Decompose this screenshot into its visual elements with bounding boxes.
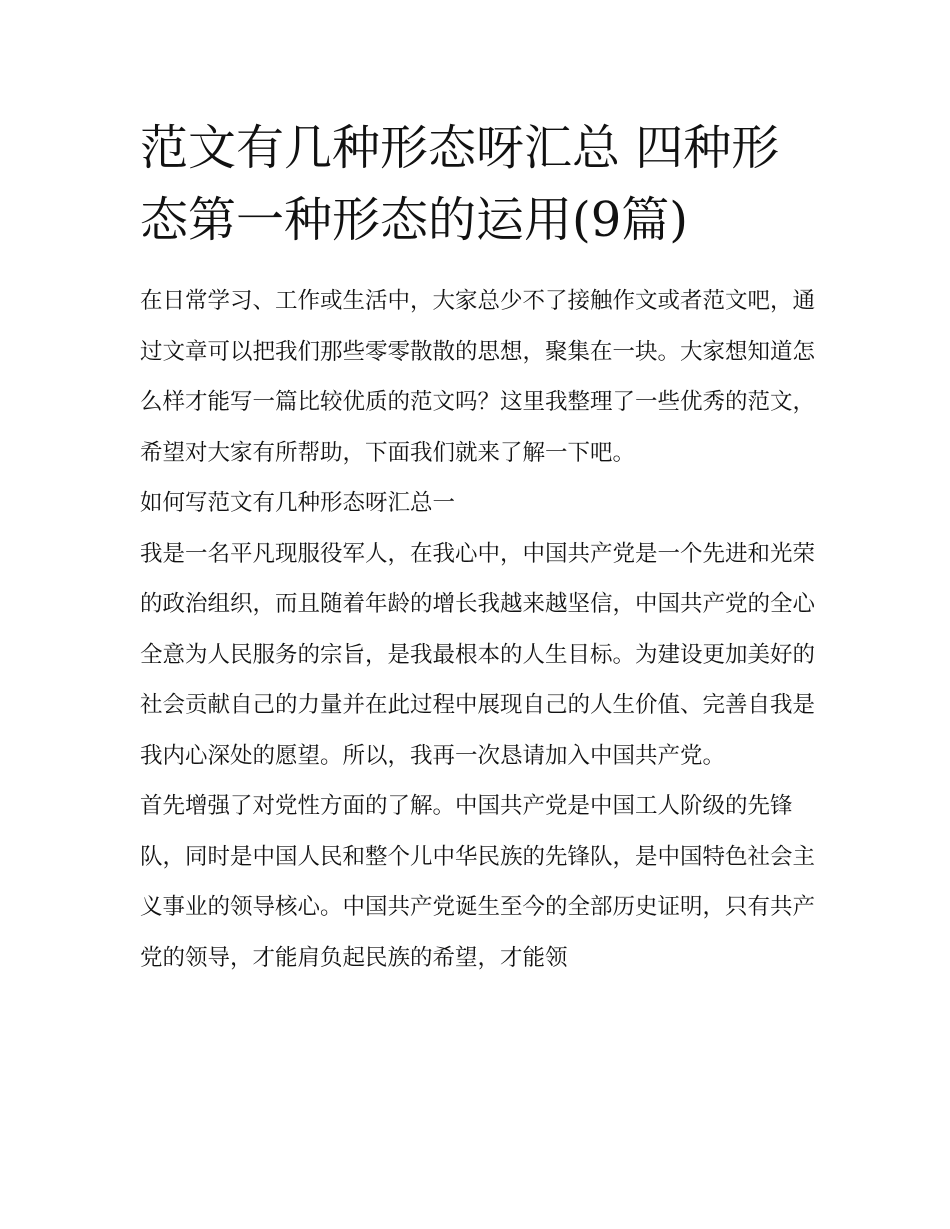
body-paragraph: 首先增强了对党性方面的了解。中国共产党是中国工人阶级的先锋队，同时是中国人民和整个儿中华民族的先锋队，是中国特色社会主义事业的领导核心。中国共产党诞生至今的全部历史证明，只有共产党的领导，才能肩负起民族的希望，才能领 [140, 793, 816, 971]
document-body [140, 276, 815, 983]
intro-paragraph: 在日常学习、工作或生活中，大家总少不了接触作文或者范文吧，通过文章可以把我们那些零零散散的思想，聚集在一块。大家想知道怎么样才能写一篇比较优质的范文吗？这里我整理了一些优秀的范文，希望对大家有所帮助，下面我们就来了解一下吧。 [140, 288, 816, 466]
section-heading: 如何写范文有几种形态呀汇总一 [140, 490, 456, 516]
body-paragraph: 我是一名平凡现服役军人，在我心中，中国共产党是一个先进和光荣的政治组织，而且随着年龄的增长我越来越坚信，中国共产党的全心全意为人民服务的宗旨，是我最根本的人生目标。为建设更加美好的社会贡献自己的力量并在此过程中展现自己的人生价值、完善自我是我内心深处的愿望。所以，我再一次恳请加入中国共产党。 [140, 540, 816, 769]
document-title: 范文有几种形态呀汇总 四种形态第一种形态的运用(9篇) [140, 120, 780, 248]
